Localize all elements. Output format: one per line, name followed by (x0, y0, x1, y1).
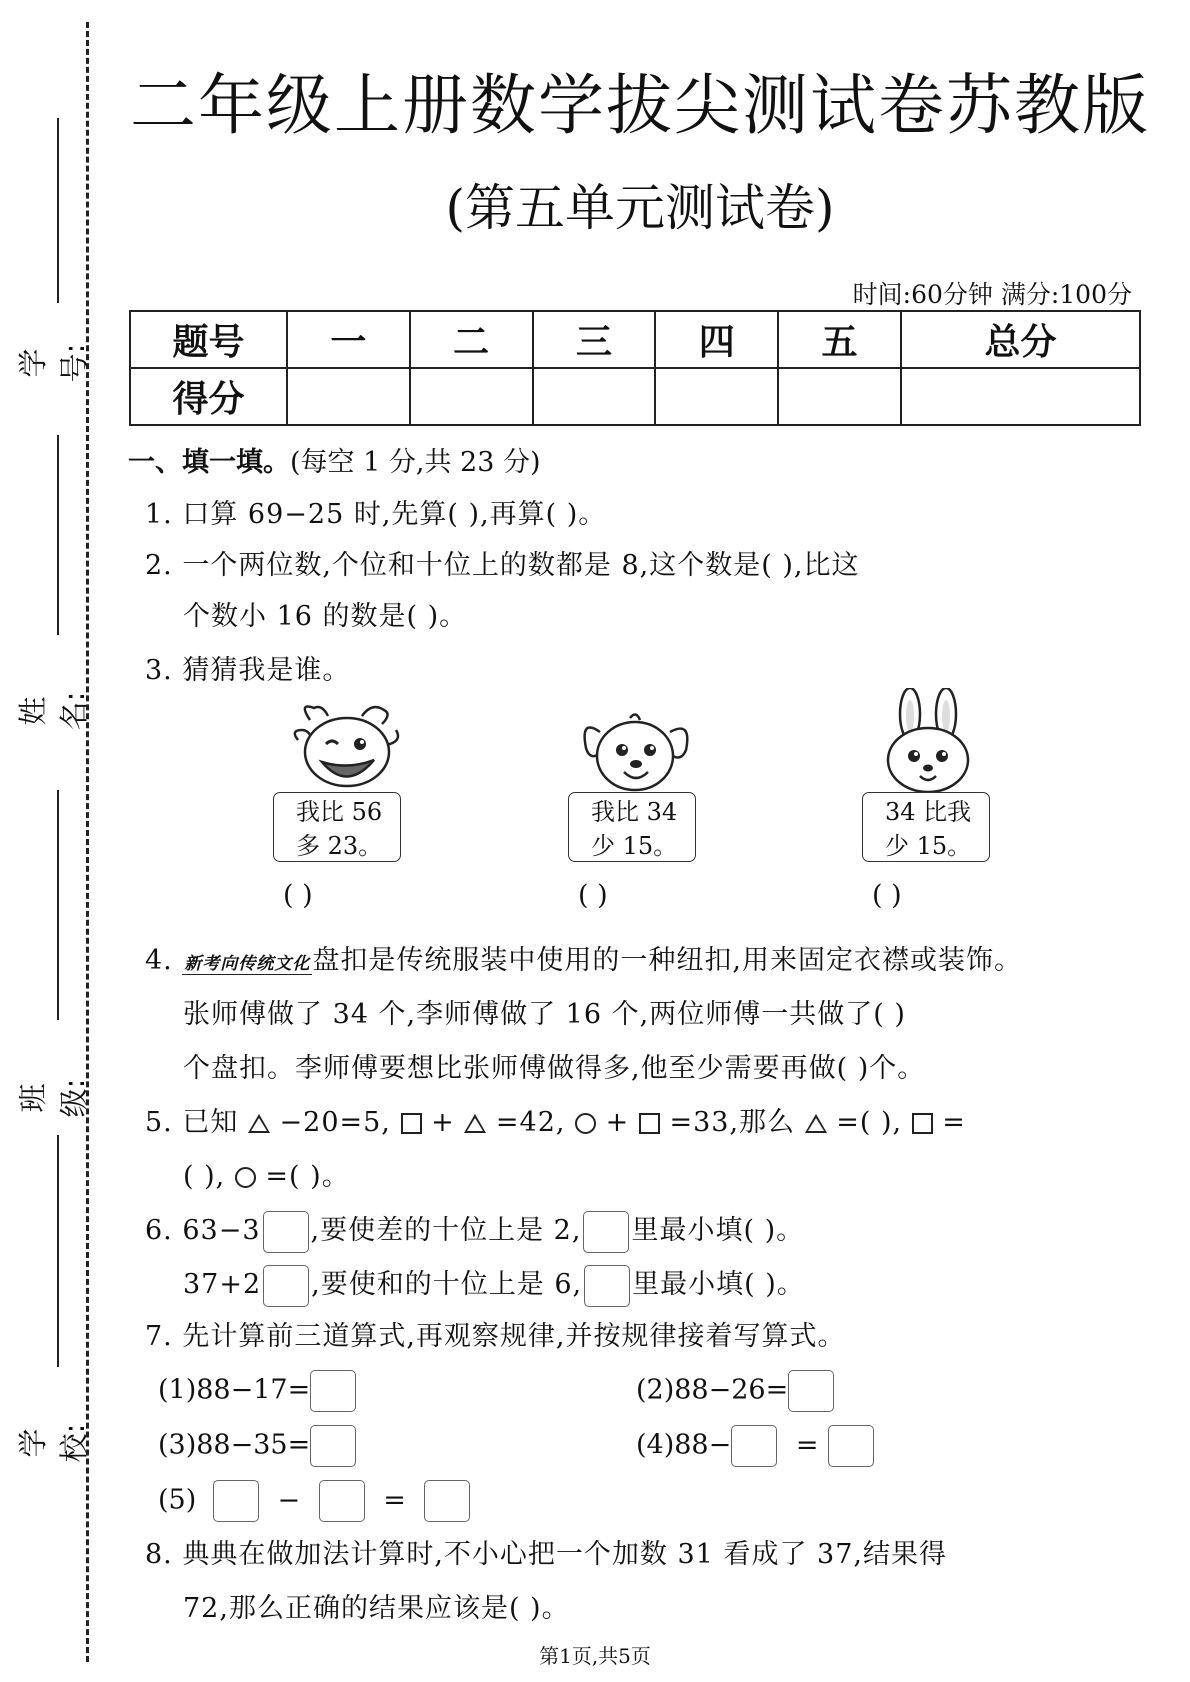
score-table-cell: 总分 (901, 311, 1140, 368)
school-blank[interactable] (57, 1135, 59, 1367)
riddle-card-line: 少 15。 (885, 832, 972, 860)
answer-box[interactable] (319, 1480, 365, 1522)
square-icon (912, 1113, 933, 1134)
answer-box-reference (583, 1211, 629, 1253)
answer-box[interactable] (263, 1211, 309, 1253)
riddle-card-line: 多 23。 (296, 832, 383, 860)
school-label: 学校: (16, 1423, 91, 1463)
class-label: 班级: (16, 1078, 91, 1118)
section-heading (128, 440, 541, 479)
question-4-line1 (145, 938, 1022, 977)
q7-item-3 (158, 1425, 356, 1467)
q7-item-label: (5) (158, 1484, 197, 1516)
q6-text: 37+2 (183, 1269, 262, 1300)
question-2-line2: 个数小 16 的数是( )。 (183, 601, 468, 632)
answer-box[interactable] (263, 1265, 309, 1307)
score-row-label: 得分 (130, 368, 287, 425)
riddle-card-puppy (568, 792, 696, 862)
q7-item-5 (158, 1480, 470, 1522)
circle-icon (575, 1113, 596, 1134)
q5-text: ( ), (183, 1161, 226, 1192)
answer-box[interactable] (788, 1370, 834, 1412)
q7-equals: = (795, 1429, 819, 1461)
student-info-sidebar (0, 0, 91, 1682)
square-icon (401, 1113, 422, 1134)
answer-blank-puppy[interactable]: ( ) (578, 880, 608, 911)
q5-text: =33,那么 (669, 1107, 796, 1138)
student-id-label: 学号: (16, 343, 91, 383)
q6-text: ,要使和的十位上是 6, (311, 1269, 583, 1300)
question-7: 7. 先计算前三道算式,再观察规律,并按规律接着写算式。 (145, 1321, 846, 1352)
answer-box-reference (584, 1265, 630, 1307)
score-table-score-row (130, 368, 1140, 425)
score-input-cell[interactable] (901, 368, 1140, 425)
q6-text: 6. 63−3 (145, 1215, 261, 1246)
answer-box[interactable] (213, 1480, 259, 1522)
rabbit-illustration (878, 688, 978, 794)
score-input-cell[interactable] (410, 368, 533, 425)
student-id-blank[interactable] (57, 118, 59, 303)
riddle-card-goat (273, 792, 401, 862)
q6-text: 里最小填( )。 (632, 1269, 805, 1300)
q7-minus: − (277, 1484, 301, 1516)
page-subtitle: (第五单元测试卷) (445, 179, 835, 237)
question-5-line2 (183, 1154, 350, 1193)
riddle-card-line: 少 15。 (591, 832, 678, 860)
q6-text: 里最小填( )。 (631, 1215, 805, 1246)
riddle-card-rabbit (862, 792, 990, 862)
answer-box[interactable] (424, 1480, 470, 1522)
question-4-line3: 个盘扣。李师傅要想比张师傅做得多,他至少需要再做( )个。 (183, 1053, 926, 1084)
q7-item-label: (4)88− (636, 1429, 732, 1461)
q5-text: + (605, 1107, 630, 1138)
question-2-line1: 2. 一个两位数,个位和十位上的数都是 8,这个数是( ),比这 (145, 550, 860, 581)
q5-text: =( ), (836, 1107, 903, 1138)
score-input-cell[interactable] (533, 368, 656, 425)
question-4-text: 盘扣是传统服装中使用的一种纽扣,用来固定衣襟或装饰。 (312, 945, 1022, 976)
q5-text: = (942, 1107, 966, 1138)
question-number: 4. (145, 945, 173, 976)
exam-meta: 时间:60分钟 满分:100分 (852, 280, 1132, 309)
q7-item-label: (2)88−26= (636, 1374, 789, 1406)
puppy-illustration (578, 708, 693, 794)
q7-equals: = (383, 1484, 406, 1516)
score-table-header-row (130, 311, 1140, 368)
score-table-cell: 二 (410, 311, 533, 368)
question-3: 3. 猜猜我是谁。 (145, 655, 351, 686)
triangle-icon (248, 1114, 270, 1133)
q7-item-4 (636, 1425, 874, 1467)
score-input-cell[interactable] (287, 368, 410, 425)
triangle-icon (464, 1114, 486, 1133)
class-blank[interactable] (57, 790, 59, 1020)
answer-box[interactable] (310, 1370, 356, 1412)
score-table-cell: 题号 (130, 311, 287, 368)
question-4-line2: 张师傅做了 34 个,李师傅做了 16 个,两位师傅一共做了( ) (183, 999, 906, 1030)
answer-box[interactable] (310, 1425, 356, 1467)
score-table (129, 310, 1141, 426)
section-note: (每空 1 分,共 23 分) (290, 447, 541, 478)
question-6-line2 (183, 1262, 805, 1307)
q7-item-label: (3)88−35= (158, 1429, 311, 1461)
riddle-card-line: 我比 56 (296, 798, 383, 826)
score-input-cell[interactable] (778, 368, 901, 425)
q6-text: ,要使差的十位上是 2, (310, 1215, 582, 1246)
new-trend-culture-tag: 新考向传统文化 (182, 949, 312, 975)
score-table-cell: 五 (778, 311, 901, 368)
answer-blank-goat[interactable]: ( ) (283, 880, 313, 911)
question-6-line1 (145, 1208, 804, 1253)
question-8-line2: 72,那么正确的结果应该是( )。 (183, 1593, 570, 1624)
question-5-line1 (145, 1100, 966, 1139)
triangle-icon (805, 1114, 827, 1133)
score-table-cell: 一 (287, 311, 410, 368)
square-icon (639, 1113, 660, 1134)
answer-box[interactable] (731, 1425, 777, 1467)
page-title: 二年级上册数学拔尖测试卷苏教版 (130, 67, 1150, 144)
q7-item-2 (636, 1370, 834, 1412)
score-table-cell: 三 (533, 311, 656, 368)
question-1: 1. 口算 69−25 时,先算( ),再算( )。 (145, 499, 607, 530)
score-input-cell[interactable] (655, 368, 778, 425)
riddle-card-line: 34 比我 (885, 798, 972, 826)
score-table-cell: 四 (655, 311, 778, 368)
section-title: 一、填一填。 (128, 447, 290, 478)
q7-item-1 (158, 1370, 356, 1412)
page-number: 第1页,共5页 (539, 1644, 651, 1668)
name-label: 姓名: (16, 691, 91, 731)
q7-item-label: (1)88−17= (158, 1374, 311, 1406)
answer-box[interactable] (828, 1425, 874, 1467)
q5-text: 5. 已知 (145, 1107, 239, 1138)
circle-icon (235, 1167, 256, 1188)
goat-illustration (292, 700, 402, 792)
q5-text: =42, (495, 1107, 566, 1138)
name-blank[interactable] (57, 435, 59, 635)
answer-blank-rabbit[interactable]: ( ) (872, 880, 902, 911)
q5-text: −20=5, (279, 1107, 391, 1138)
q5-text: =( )。 (265, 1161, 350, 1192)
q5-text: + (431, 1107, 455, 1138)
question-8-line1: 8. 典典在做加法计算时,不小心把一个加数 31 看成了 37,结果得 (145, 1539, 947, 1570)
riddle-card-line: 我比 34 (591, 798, 678, 826)
